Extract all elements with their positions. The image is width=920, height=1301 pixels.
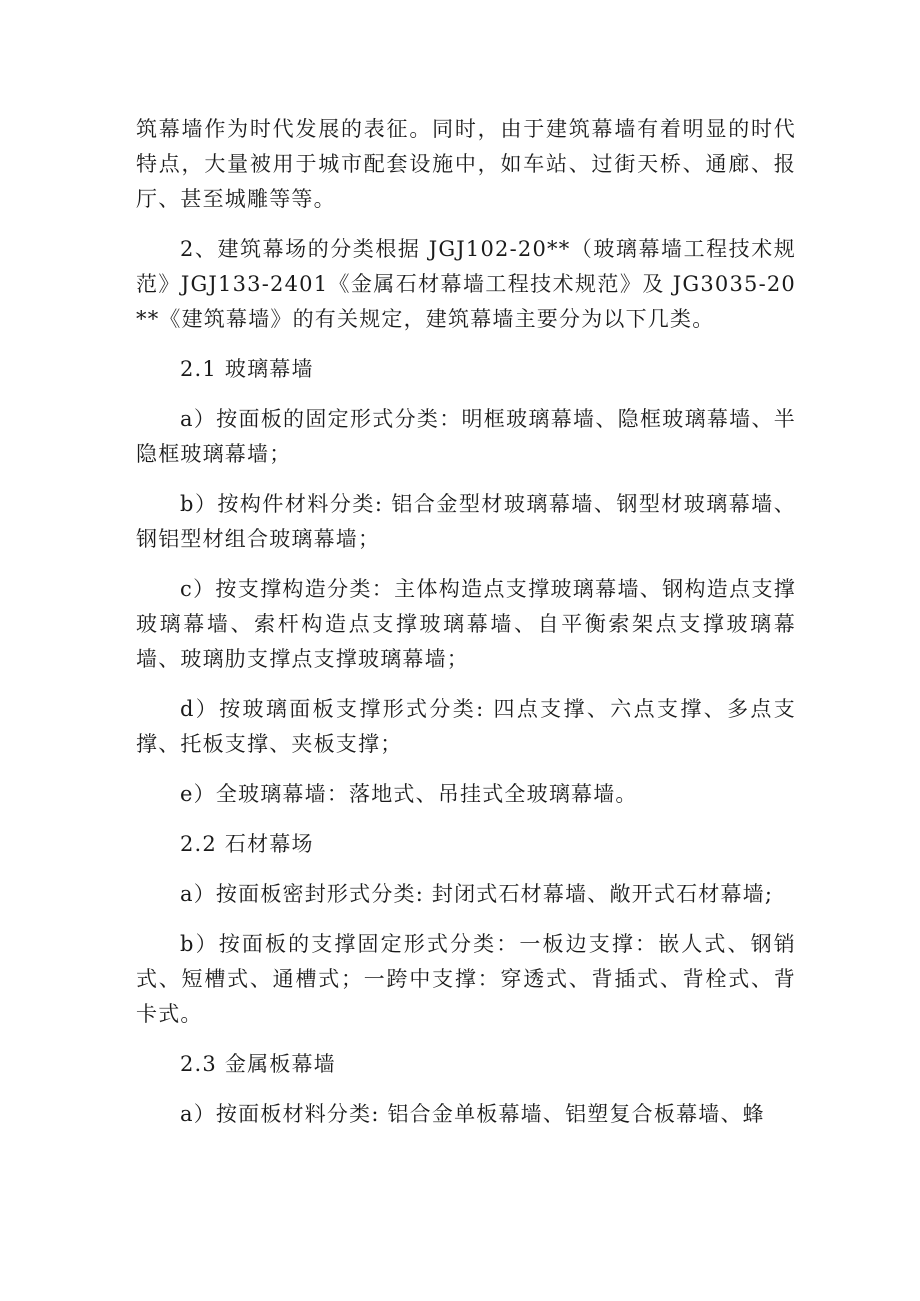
paragraph-glass-a: a）按面板的固定形式分类：明框玻璃幕墙、隐框玻璃幕墙、半隐框玻璃幕墙；: [136, 407, 796, 466]
paragraph-glass-b: b）按构件材料分类: 铝合金型材玻璃幕墙、钢型材玻璃幕墙、钢铝型材组合玻璃幕墙；: [136, 492, 796, 551]
paragraph-stone-a: a）按面板密封形式分类: 封闭式石材幕墙、敞开式石材幕墙;: [180, 882, 774, 906]
paragraph-glass-c: c）按支撑构造分类：主体构造点支撑玻璃幕墙、钢构造点支撑玻璃幕墙、索杆构造点支撑玻璃幕墙、自平衡索架点支撑玻璃幕墙、玻璃肋支撑点支撑玻璃幕墙；: [136, 577, 796, 671]
document-body: [136, 112, 796, 1147]
paragraph-glass-e: e）全玻璃幕墙：落地式、吊挂式全玻璃幕墙。: [180, 782, 638, 806]
paragraph-intro-continued: 筑幕墙作为时代发展的表征。同时，由于建筑幕墙有着明显的时代特点，大量被用于城市配套设施中，如车站、过街天桥、通廊、报厅、甚至城雕等等。: [136, 117, 796, 211]
section-heading-glass-curtain-wall: 2.1 玻璃幕墙: [180, 357, 314, 381]
section-heading-stone-curtain-wall: 2.2 石材幕场: [180, 832, 314, 856]
paragraph-stone-b: b）按面板的支撑固定形式分类：一板边支撑：嵌人式、钢销式、短槽式、通槽式；一跨中支撑：穿透式、背插式、背栓式、背卡式。: [136, 932, 796, 1026]
paragraph-glass-d: d）按玻璃面板支撑形式分类: 四点支撑、六点支撑、多点支撑、托板支撑、夹板支撑；: [136, 697, 796, 756]
section-heading-metal-curtain-wall: 2.3 金属板幕墙: [180, 1052, 336, 1076]
paragraph-classification: 2、建筑幕场的分类根据 JGJ102-20**（玻璃幕墙工程技术规范》JGJ133-2401《金属石材幕墙工程技术规范》及 JG3035-20**《建筑幕墙》的有关规定，建筑幕墙主要分为以下几类。: [136, 237, 796, 331]
paragraph-metal-a: a）按面板材料分类: 铝合金单板幕墙、铝塑复合板幕墙、蜂: [180, 1102, 765, 1126]
